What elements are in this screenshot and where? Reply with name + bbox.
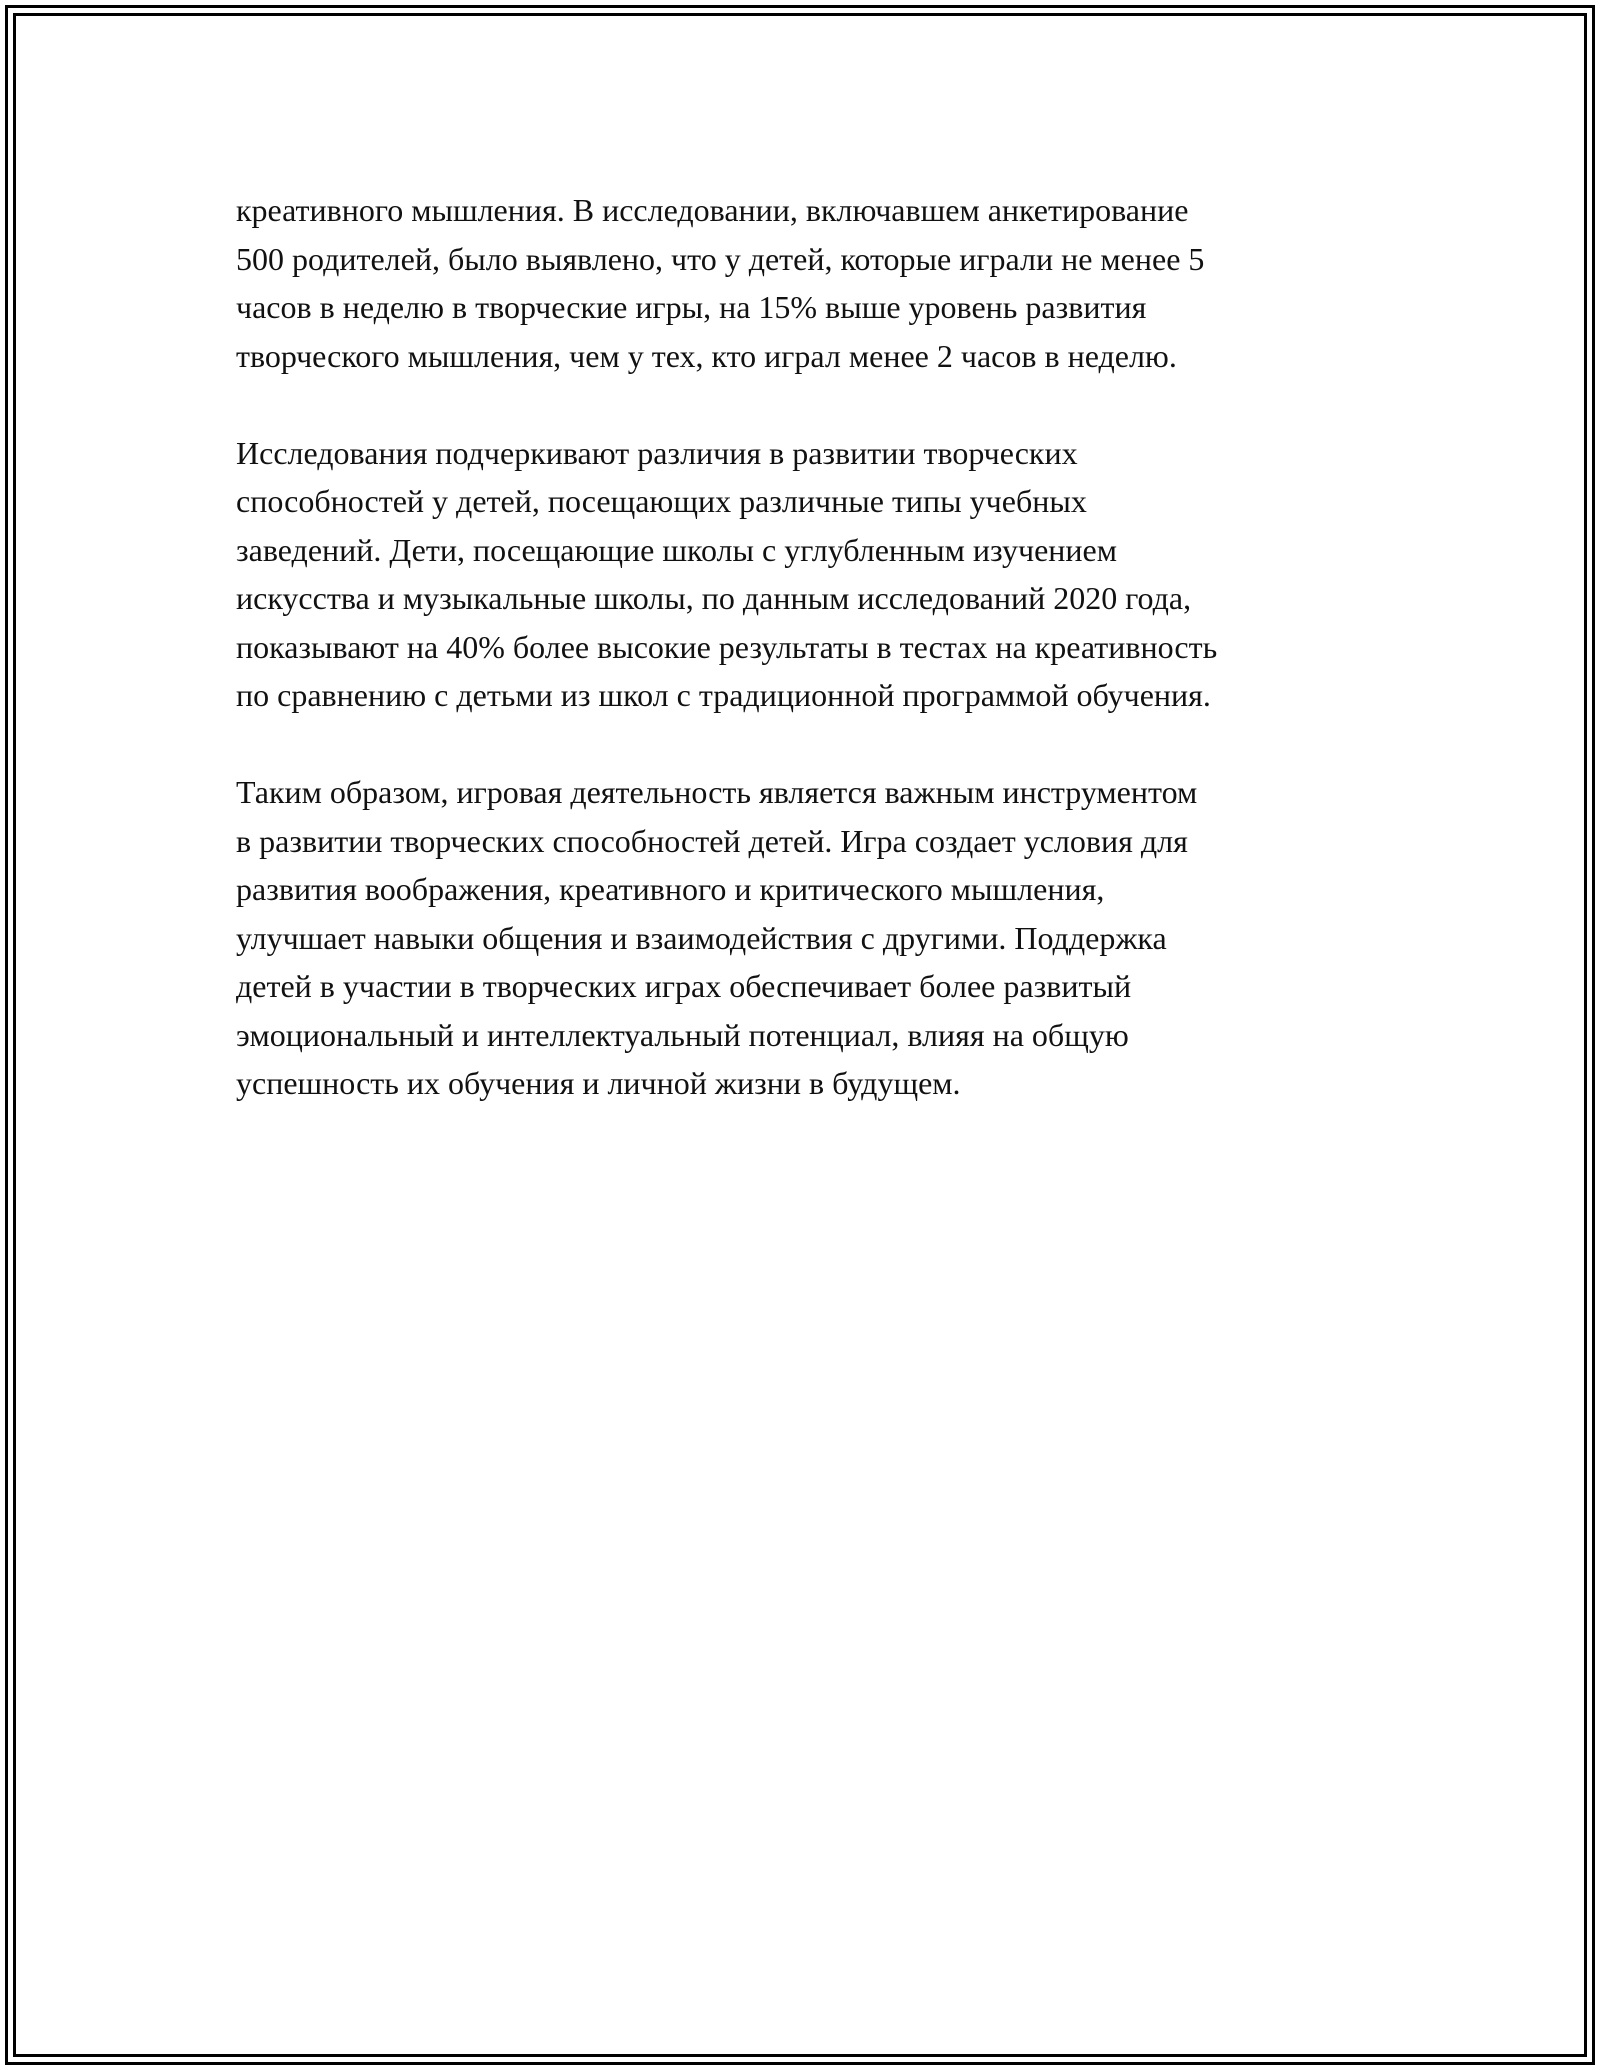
paragraph-1-line-1: креативного мышления. В исследовании, включавшем анкетирование [236,192,1189,228]
paragraph-2-line-3: заведений. Дети, посещающие школы с углубленным изучением [236,531,1117,568]
paragraph-3-line-2: в развитии творческих способностей детей. Игра создает условия для [236,822,1188,859]
paragraph-3-line-5: детей в участии в творческих играх обеспечивает более развитый [236,968,1132,1004]
document-body [236,186,1396,1156]
paragraph-1 [236,186,1396,380]
paragraph-3-line-6: эмоциональный и интеллектуальный потенциал, влияя на общую [236,1016,1129,1053]
paragraph-2-line-4: искусства и музыкальные школы, по данным исследований 2020 года, [236,580,1192,616]
paragraph-1-line-4: творческого мышления, чем у тех, кто играл менее 2 часов в неделю. [236,337,1177,374]
paragraph-1-line-2: 500 родителей, было выявлено, что у детей, которые играли не менее 5 [236,240,1205,277]
paragraph-3-line-4: улучшает навыки общения и взаимодействия с другими. Поддержка [236,919,1167,956]
paragraph-1-line-3: часов в неделю в творческие игры, на 15% выше уровень развития [236,289,1147,325]
paragraph-2-line-2: способностей у детей, посещающих различные типы учебных [236,483,1087,519]
paragraph-2-line-6: по сравнению с детьми из школ с традиционной программой обучения. [236,677,1211,713]
paragraph-3-line-1: Таким образом, игровая деятельность является важным инструментом [236,774,1198,810]
paragraph-3 [236,768,1396,1108]
paragraph-3-line-7: успешность их обучения и личной жизни в будущем. [236,1065,961,1101]
paragraph-2-line-1: Исследования подчеркивают различия в развитии творческих [236,434,1078,471]
paragraph-3-line-3: развития воображения, креативного и критического мышления, [236,871,1105,907]
paragraph-2-line-5: показывают на 40% более высокие результаты в тестах на креативность [236,628,1218,665]
paragraph-2 [236,429,1396,720]
